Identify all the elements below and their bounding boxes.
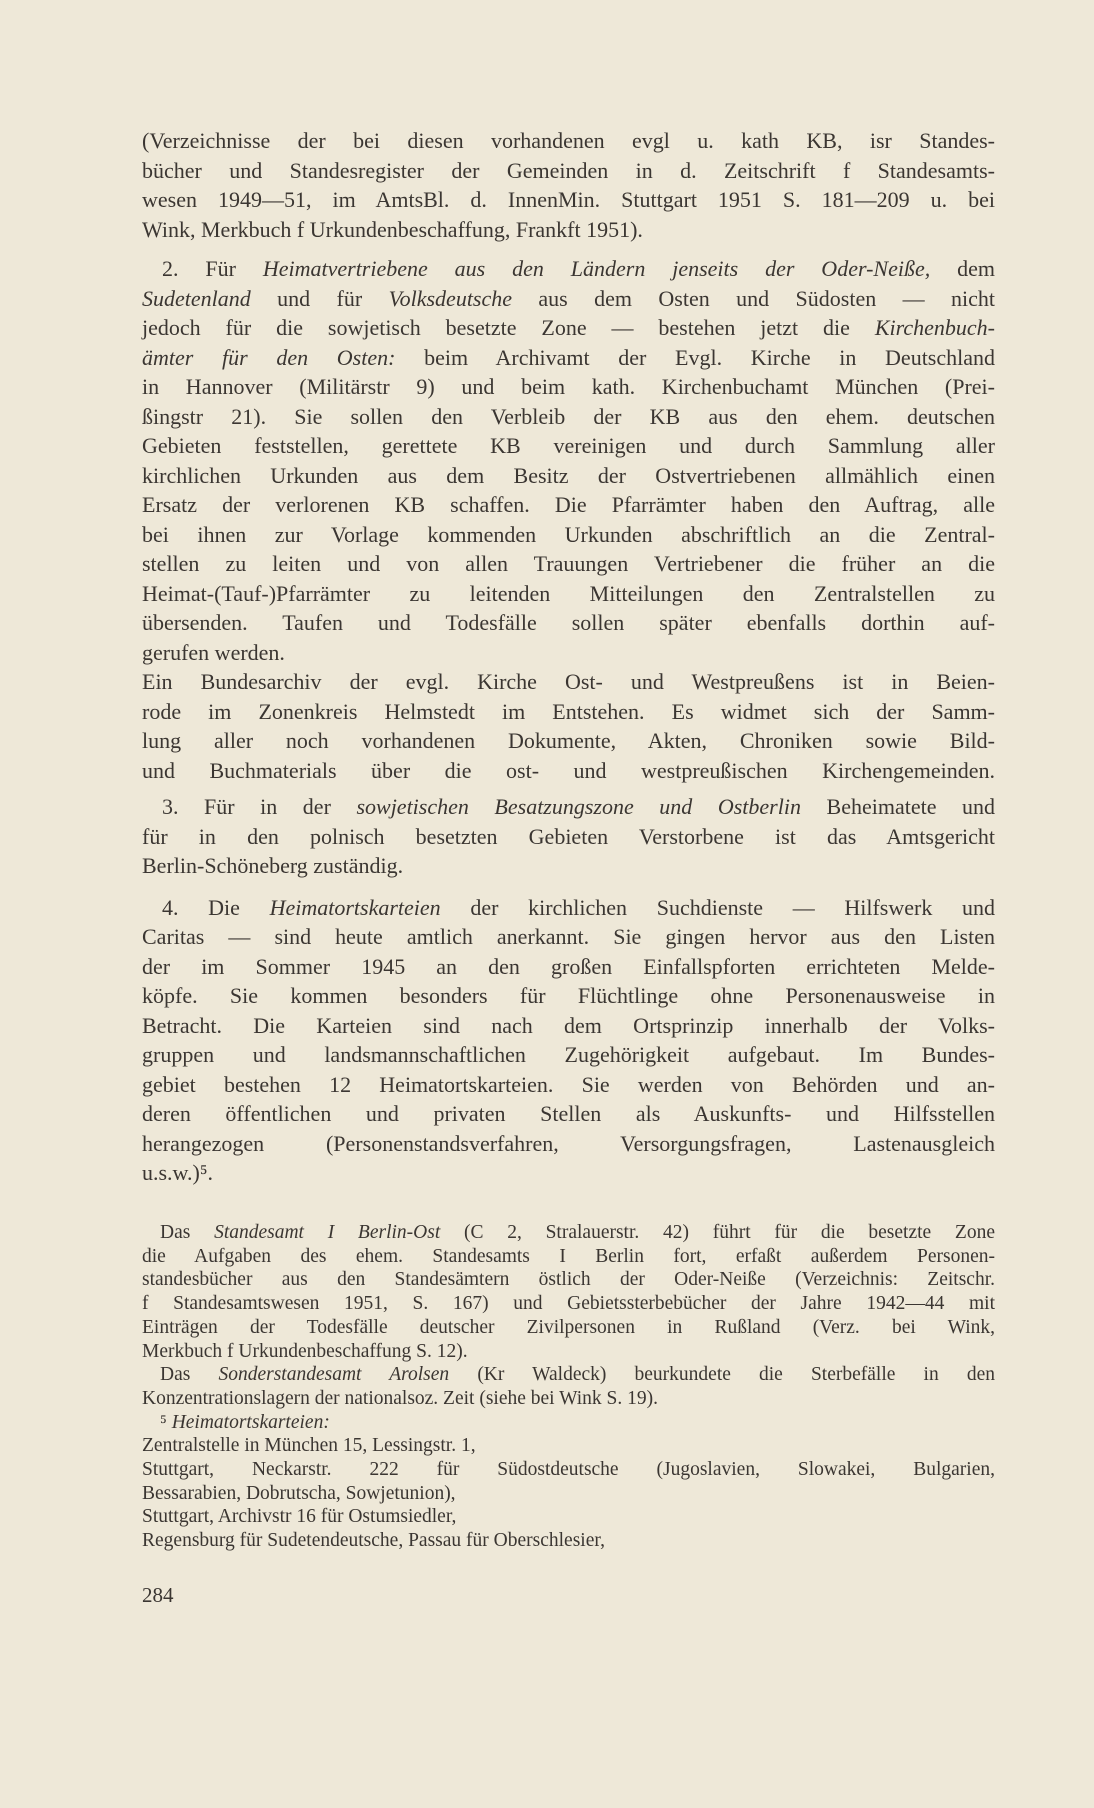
text-line	[142, 372, 995, 402]
text: lung aller noch vorhandenen Dokumente, Akten, Chroniken sowie Bild-	[142, 728, 995, 753]
text: Einträgen der Todesfälle deutscher Zivilpersonen in Rußland (Verz. bei Wink,	[142, 1316, 995, 1338]
text: deren öffentlichen und privaten Stellen als Auskunfts- und Hilfsstellen	[142, 1101, 995, 1126]
text: stellen zu leiten und von allen Trauungen Vertriebener die früher an die	[142, 551, 995, 576]
text: dem	[930, 256, 995, 281]
italic-text: ämter für den Osten:	[142, 344, 396, 370]
footnote	[142, 1221, 995, 1363]
text-line	[142, 608, 995, 638]
text: herangezogen (Personenstandsverfahren, Versorgungsfragen, Lastenausgleich	[142, 1130, 995, 1156]
text: Heimat-(Tauf-)Pfarrämter zu leitenden Mitteilungen den Zentralstellen zu	[142, 580, 995, 606]
text-line	[142, 756, 995, 786]
text: Ersatz der verlorenen KB schaffen. Die Pfarrämter haben den Auftrag, alle	[142, 492, 995, 517]
text: Betracht. Die Karteien sind nach dem Ortsprinzip innerhalb der Volks-	[142, 1012, 995, 1038]
text-line	[142, 1411, 995, 1435]
text-line	[142, 431, 995, 461]
text: f Standesamtswesen 1951, S. 167) und Gebietssterbebücher der Jahre 1942—44 mit	[142, 1293, 995, 1315]
text-line	[142, 981, 995, 1011]
text: in Hannover (Militärstr 9) und beim kath. Kirchenbuchamt München (Prei-	[142, 374, 995, 399]
text-line	[142, 1458, 995, 1482]
text-line	[142, 402, 995, 432]
text: Ein Bundesarchiv der evgl. Kirche Ost- und Westpreußens ist in Beien-	[142, 669, 995, 694]
text: Berlin-Schöneberg zuständig.	[142, 853, 404, 878]
text-line	[142, 697, 995, 727]
text-line	[142, 254, 995, 284]
text: beim Archivamt der Evgl. Kirche in Deutschland	[395, 344, 996, 370]
text: 3. Für in der	[162, 794, 357, 819]
text: Stuttgart, Neckarstr. 222 für Südostdeutsche (Jugoslavien, Slowakei, Bulgarien,	[142, 1459, 995, 1481]
text: Regensburg für Sudetendeutsche, Passau für Oberschlesier,	[142, 1530, 605, 1552]
text: Caritas — sind heute amtlich anerkannt. Sie gingen hervor aus den Listen	[142, 924, 995, 949]
text-line	[142, 726, 995, 756]
text: Beheimatete und	[800, 794, 996, 819]
text: Wink, Merkbuch f Urkundenbeschaffung, Frankft 1951).	[142, 216, 643, 242]
text: die Aufgaben des ehem. Standesamts I Berlin fort, erfaßt außerdem Personen-	[142, 1245, 995, 1267]
text-line	[142, 215, 995, 245]
text: für in den polnisch besetzten Gebieten Verstorbene ist das Amtsgericht	[142, 823, 995, 849]
text-line	[142, 1158, 995, 1188]
text-line	[142, 461, 995, 491]
text: Zentralstelle in München 15, Lessingstr. 1,	[142, 1435, 476, 1457]
text-line	[142, 126, 995, 156]
text-line	[142, 851, 995, 881]
italic-text: Standesamt I Berlin-Ost	[214, 1222, 441, 1243]
italic-text: Heimatortskarteien:	[171, 1411, 330, 1433]
text: aus dem Osten und Südosten — nicht	[512, 285, 995, 311]
text-line	[142, 1292, 995, 1316]
footnote	[142, 1411, 995, 1435]
italic-text: Heimatvertriebene aus den Ländern jenseits der Oder-Neiße,	[262, 256, 931, 281]
text-line	[142, 1221, 995, 1245]
text: Das	[160, 1364, 219, 1386]
text-line	[142, 579, 995, 609]
text-line	[142, 156, 995, 186]
text: ßingstr 21). Sie sollen den Verbleib der KB aus den ehem. deutschen	[142, 403, 995, 429]
text: standesbücher aus den Standesämtern östlich der Oder-Neiße (Verzeichnis: Zeitschr.	[142, 1269, 995, 1291]
text-line	[142, 1070, 995, 1100]
text-line	[142, 1505, 995, 1529]
text: Konzentrationslagern der nationalsoz. Zeit (siehe bei Wink S. 19).	[142, 1387, 658, 1409]
text-line	[142, 1482, 995, 1506]
text: Gebieten feststellen, gerettete KB vereinigen und durch Sammlung aller	[142, 433, 995, 458]
text: der kirchlichen Suchdienste — Hilfswerk und	[440, 894, 996, 920]
text-line	[142, 1316, 995, 1340]
text-line	[142, 1040, 995, 1070]
text-line	[142, 1129, 995, 1159]
text-line	[142, 1099, 995, 1129]
italic-text: Volksdeutsche	[388, 285, 513, 311]
text-line	[142, 490, 995, 520]
text-line	[142, 313, 995, 343]
paragraph	[142, 254, 995, 667]
text-line	[142, 922, 995, 952]
paragraph	[142, 792, 995, 881]
text-line	[142, 893, 995, 923]
italic-text: Kirchenbuch-	[874, 315, 995, 340]
text-line	[142, 520, 995, 550]
text: gerufen werden.	[142, 639, 285, 665]
text: 4. Die	[162, 894, 270, 920]
text: Das	[160, 1222, 215, 1243]
text: (C 2, Stralauerstr. 42) führt für die besetzte Zone	[440, 1222, 995, 1243]
page-number: 284	[142, 1583, 174, 1607]
italic-text: Sudetenland	[142, 285, 251, 311]
italic-text: Sonderstandesamt Arolsen	[218, 1364, 450, 1386]
text-line	[142, 185, 995, 215]
text: bei ihnen zur Vorlage kommenden Urkunden abschriftlich an die Zentral-	[142, 521, 995, 547]
text-line	[142, 822, 995, 852]
footnotes	[142, 1221, 995, 1553]
text: rode im Zonenkreis Helmstedt im Entstehen. Es widmet sich der Samm-	[142, 698, 995, 724]
text: Bessarabien, Dobrutscha, Sowjetunion),	[142, 1482, 456, 1504]
footnote	[142, 1363, 995, 1410]
text-line	[142, 792, 995, 822]
text-line	[142, 1011, 995, 1041]
text: der im Sommer 1945 an den großen Einfallspforten errichteten Melde-	[142, 953, 995, 979]
text-line	[142, 343, 995, 373]
text-line	[142, 667, 995, 697]
text-line	[142, 1529, 995, 1553]
text-line	[142, 638, 995, 668]
text: (Kr Waldeck) beurkundete die Sterbefälle in den	[449, 1364, 996, 1386]
text-line	[142, 952, 995, 982]
text: kirchlichen Urkunden aus dem Besitz der Ostvertriebenen allmählich einen	[142, 462, 995, 488]
text-line	[142, 1434, 995, 1458]
text: übersenden. Taufen und Todesfälle sollen später ebenfalls dorthin auf-	[142, 610, 995, 635]
text-line	[142, 1268, 995, 1292]
text: bücher und Standesregister der Gemeinden in d. Zeitschrift f Standesamts-	[142, 157, 995, 183]
text-line	[142, 284, 995, 314]
paragraph	[142, 893, 995, 1188]
text: gebiet bestehen 12 Heimatortskarteien. Sie werden von Behörden und an-	[142, 1071, 995, 1097]
italic-text: Heimatortskarteien	[269, 894, 441, 920]
text: u.s.w.)⁵.	[142, 1160, 214, 1185]
main-text	[142, 126, 995, 1188]
text: und Buchmaterials über die ost- und westpreußischen Kirchengemeinden.	[142, 757, 995, 783]
text: und für	[250, 285, 389, 311]
text-line	[142, 1340, 995, 1364]
text: jedoch für die sowjetisch besetzte Zone — bestehen jetzt die	[142, 315, 875, 340]
text: Merkbuch f Urkundenbeschaffung S. 12).	[142, 1340, 468, 1362]
text-line	[142, 549, 995, 579]
text-line	[142, 1245, 995, 1269]
italic-text: sowjetischen Besatzungszone und Ostberlin	[356, 794, 801, 819]
text: 2. Für	[162, 256, 263, 281]
text: Stuttgart, Archivstr 16 für Ostumsiedler,	[142, 1506, 457, 1528]
text: ⁵	[160, 1411, 172, 1433]
text: wesen 1949—51, im AmtsBl. d. InnenMin. Stuttgart 1951 S. 181—209 u. bei	[142, 187, 995, 212]
text-line	[142, 1387, 995, 1411]
text-line	[142, 1363, 995, 1387]
footnote	[142, 1434, 995, 1553]
text: köpfe. Sie kommen besonders für Flüchtlinge ohne Personenausweise in	[142, 983, 995, 1008]
text: gruppen und landsmannschaftlichen Zugehörigkeit aufgebaut. Im Bundes-	[142, 1042, 995, 1067]
paragraph	[142, 126, 995, 244]
text: (Verzeichnisse der bei diesen vorhandenen evgl u. kath KB, isr Standes-	[142, 128, 995, 153]
paragraph	[142, 667, 995, 785]
